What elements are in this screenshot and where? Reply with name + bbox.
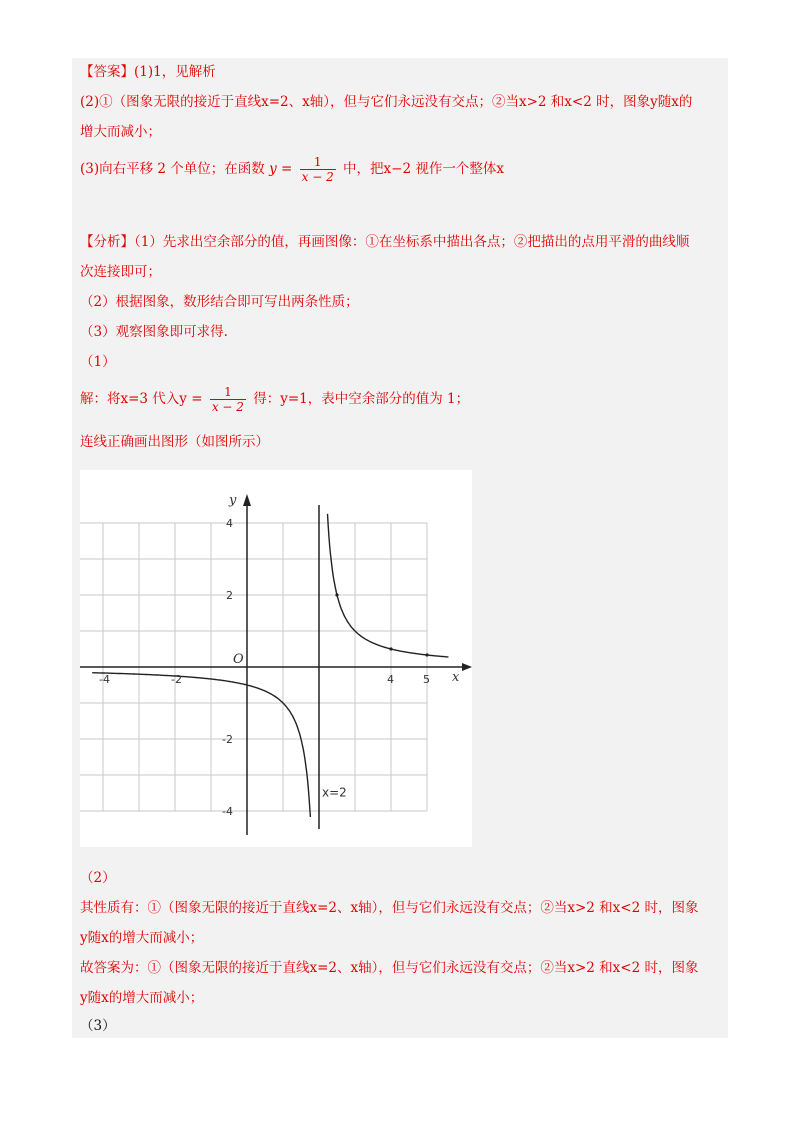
- answer-line-1: 【答案】(1)1，见解析: [80, 64, 216, 80]
- answer-fraction: [300, 155, 336, 184]
- y-axis-arrow: [243, 494, 251, 506]
- answer-fraction-denominator: x − 2: [301, 170, 334, 184]
- analysis-line-6-suffix: 得：y=1，表中空余部分的值为 1；: [253, 391, 470, 407]
- analysis-line-7: 连线正确画出图形（如图所示）: [80, 434, 269, 450]
- y-axis-label: y: [229, 493, 237, 508]
- analysis-line-6-prefix: 解：将x=3 代入y =: [80, 391, 203, 407]
- x-tick-label: -2: [171, 673, 182, 686]
- plotted-point: [389, 647, 392, 650]
- part2-line-4: y随x的增大而减小；: [80, 990, 204, 1006]
- analysis-line-1: 【分析】（1）先求出空余部分的值，再画图像：①在坐标系中描出各点；②把描出的点用平滑的曲线顺: [80, 234, 690, 250]
- asymptote-label: x=2: [322, 785, 347, 800]
- origin-label: O: [233, 652, 244, 667]
- analysis-line-2: 次连接即可；: [80, 264, 161, 280]
- answer-line-4: [80, 152, 504, 186]
- answer-line-4-prefix: (3)向右平移 2 个单位；在函数: [80, 161, 265, 177]
- part2-line-1: 其性质有：①（图象无限的接近于直线x=2、x轴），但与它们永远没有交点；②当x>2 和x<2 时，图象: [80, 900, 699, 916]
- plotted-point: [335, 593, 338, 596]
- x-axis-arrow: [462, 663, 472, 671]
- analysis-fraction: [210, 385, 246, 414]
- y-tick-label: 4: [226, 517, 233, 530]
- part2-line-2: y随x的增大而减小；: [80, 930, 204, 946]
- analysis-line-3: （2）根据图象，数形结合即可写出两条性质；: [80, 294, 359, 310]
- answer-line-4-suffix: 中，把x−2 视作一个整体x: [343, 161, 504, 177]
- right-branch-curve: [328, 514, 449, 657]
- analysis-line-6: [80, 382, 469, 416]
- analysis-fraction-denominator: x − 2: [211, 400, 244, 414]
- x-tick-label: -4: [99, 673, 110, 686]
- y-tick-label: -4: [222, 805, 233, 818]
- x-tick-label: 4: [387, 673, 394, 686]
- analysis-fraction-numerator: 1: [224, 385, 232, 399]
- x-axis-label: x: [452, 670, 460, 685]
- y-tick-label: -2: [222, 733, 233, 746]
- part3-label: （3）: [80, 1018, 116, 1034]
- part2-label: （2）: [80, 870, 116, 886]
- y-tick-label: 2: [226, 589, 233, 602]
- answer-fraction-numerator: 1: [313, 155, 322, 169]
- part2-line-3: 故答案为：①（图象无限的接近于直线x=2、x轴），但与它们永远没有交点；②当x>2 和x<2 时，图象: [80, 960, 699, 976]
- plotted-point: [425, 653, 428, 656]
- analysis-part1-label: （1）: [80, 354, 116, 370]
- left-branch-curve: [92, 673, 310, 817]
- answer-line-2: (2)①（图象无限的接近于直线x=2、x轴），但与它们永远没有交点；②当x>2 和x<2 时，图象y随x的: [80, 94, 693, 110]
- answer-line-3: 增大而减小；: [80, 124, 161, 140]
- function-graph: [80, 470, 472, 847]
- x-tick-label: 5: [423, 673, 430, 686]
- graph-svg: [80, 470, 472, 847]
- analysis-line-4: （3）观察图象即可求得.: [80, 324, 228, 340]
- answer-line-4-y: y =: [269, 161, 293, 177]
